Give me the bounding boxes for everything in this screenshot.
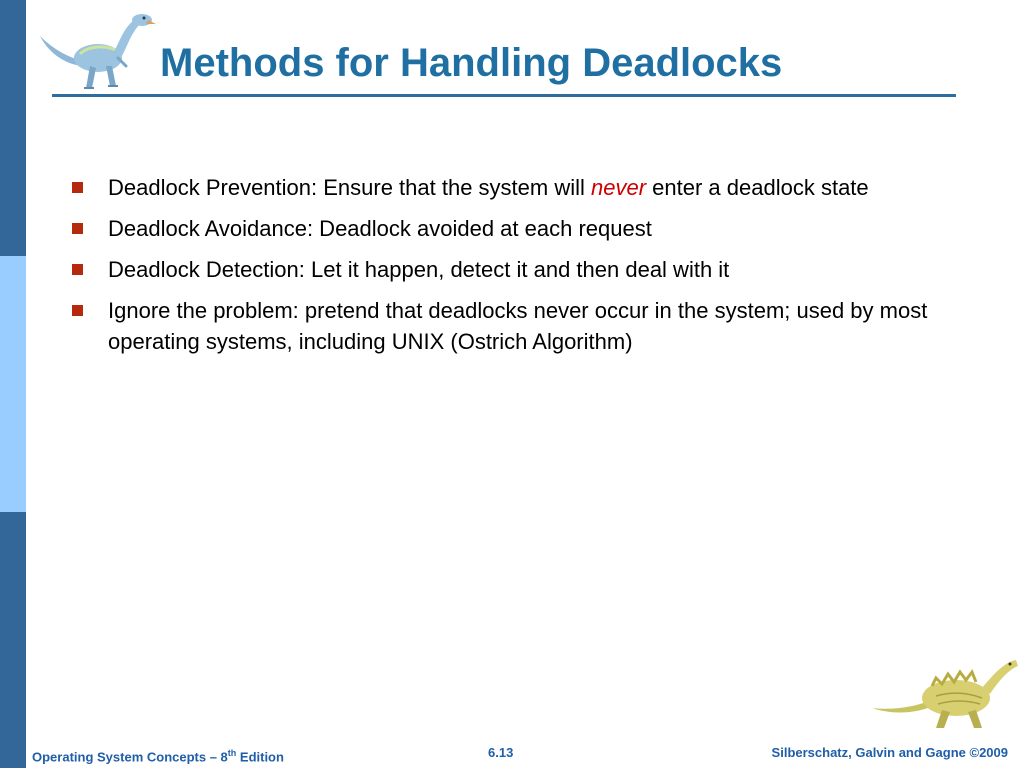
left-stripe-bottom	[0, 512, 26, 768]
bullet-emphasis: never	[591, 175, 647, 200]
bullet-text: Deadlock Avoidance: Deadlock avoided at each request	[108, 216, 652, 241]
bullet-item-detection	[68, 254, 1008, 285]
bullet-item-prevention	[68, 172, 1008, 203]
bullet-text-before: Deadlock Prevention: Ensure that the system will	[108, 175, 592, 200]
bullet-text: Ignore the problem: pretend that deadlocks never occur in the system; used by most operating systems, including UNIX (Ostrich Algorithm)	[108, 298, 928, 354]
bullet-item-avoidance	[68, 213, 1008, 244]
dinosaur-icon	[870, 652, 1020, 732]
bullet-text-after: enter a deadlock state	[646, 175, 869, 200]
bullet-list	[68, 172, 1008, 367]
left-stripe-middle	[0, 256, 26, 512]
dinosaur-icon	[36, 6, 158, 94]
left-stripe-top	[0, 0, 26, 256]
square-bullet-icon	[72, 182, 83, 193]
footer-copyright: Silberschatz, Galvin and Gagne ©2009	[771, 745, 1008, 760]
slide-title: Methods for Handling Deadlocks	[160, 41, 783, 85]
bullet-text: Deadlock Detection: Let it happen, detect it and then deal with it	[108, 257, 730, 282]
footer-page-number: 6.13	[488, 745, 514, 760]
footer-book-title: Operating System Concepts – 8th Edition	[32, 748, 284, 765]
square-bullet-icon	[72, 223, 83, 234]
square-bullet-icon	[72, 305, 83, 316]
title-divider	[52, 94, 956, 97]
bullet-item-ignore	[68, 295, 1008, 357]
square-bullet-icon	[72, 264, 83, 275]
